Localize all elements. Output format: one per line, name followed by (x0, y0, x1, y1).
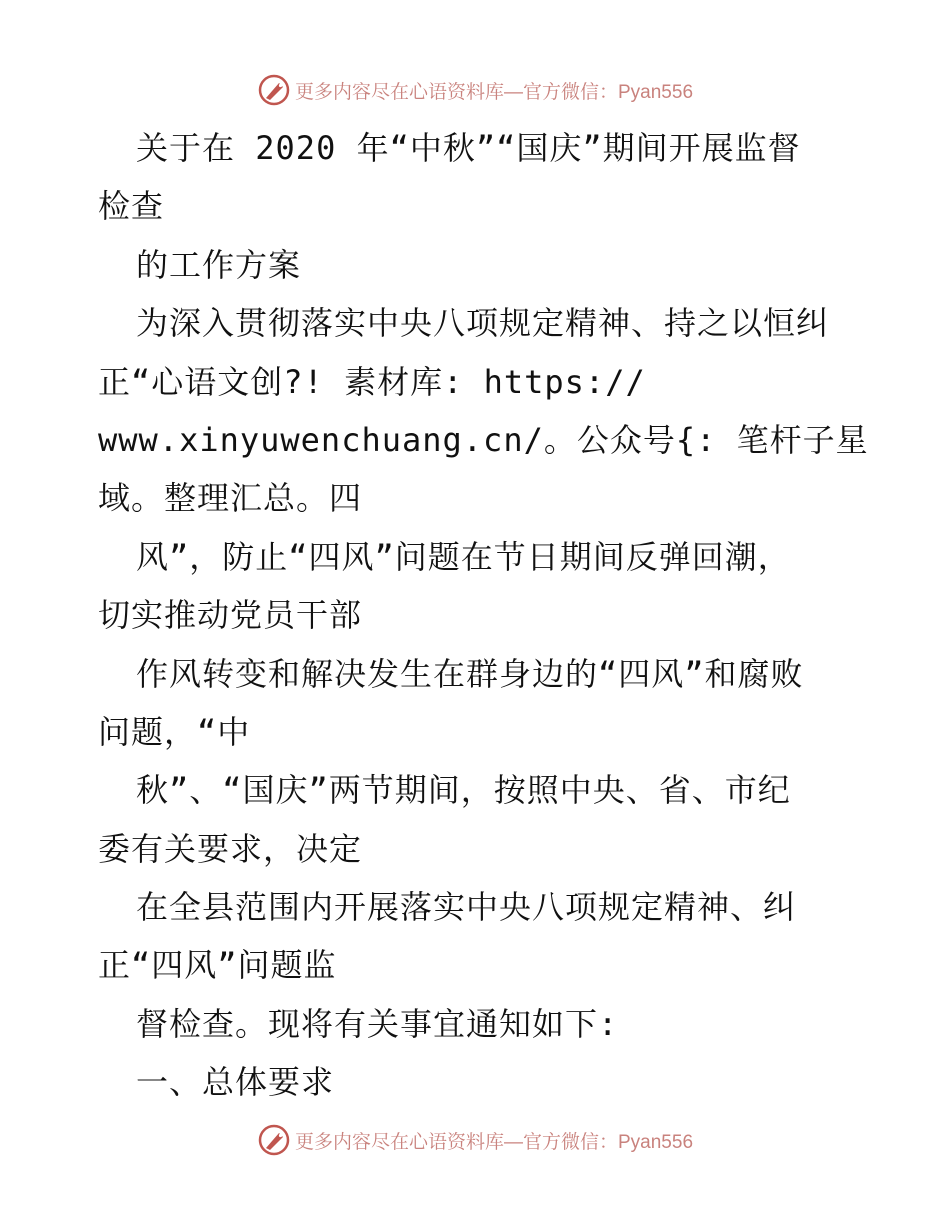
document-line: www.xinyuwenchuang.cn/。公众号{: 笔杆子星 (98, 420, 869, 459)
document-line: 秋”、“国庆”两节期间，按照中央、省、市纪 (136, 771, 791, 810)
document-line: 正“四风”问题监 (98, 946, 337, 985)
document-line: 督检查。现将有关事宜通知如下: (136, 1004, 619, 1043)
document-line: 为深入贯彻落实中央八项规定精神、持之以恒纠 (136, 304, 830, 343)
header-banner (0, 70, 950, 110)
document-line: 在全县范围内开展落实中央八项规定精神、纠 (136, 888, 797, 927)
document-line: 关于在 2020 年“中秋”“国庆”期间开展监督 (136, 129, 801, 167)
header-banner-main: 更多内容尽在心语资料库 (294, 80, 504, 103)
document-line: 域。整理汇总。四 (98, 479, 363, 518)
document-line: 作风转变和解决发生在群身边的“四风”和腐败 (136, 654, 804, 693)
pen-nib-seal-icon (257, 1123, 291, 1157)
document-line: 检查 (98, 187, 165, 226)
document-line: 问题，“中 (98, 712, 251, 751)
document-line: 委有关要求，决定 (98, 829, 363, 868)
document-body (98, 119, 869, 1112)
pen-nib-seal-icon (257, 73, 291, 107)
document-line: 风”，防止“四风”问题在节日期间反弹回潮， (136, 537, 791, 576)
document-line: 切实推动党员干部 (98, 596, 363, 635)
document-line: 一、总体要求 (136, 1063, 335, 1102)
document-line: 正“心语文创?! 素材库: https:// (98, 362, 646, 401)
document-line: 的工作方案 (136, 245, 302, 284)
header-banner-tail: —官方微信：Pyan556 (504, 81, 694, 103)
footer-banner-main: 更多内容尽在心语资料库 (294, 1130, 504, 1153)
footer-banner-tail: —官方微信：Pyan556 (504, 1131, 694, 1153)
footer-banner (0, 1120, 950, 1160)
